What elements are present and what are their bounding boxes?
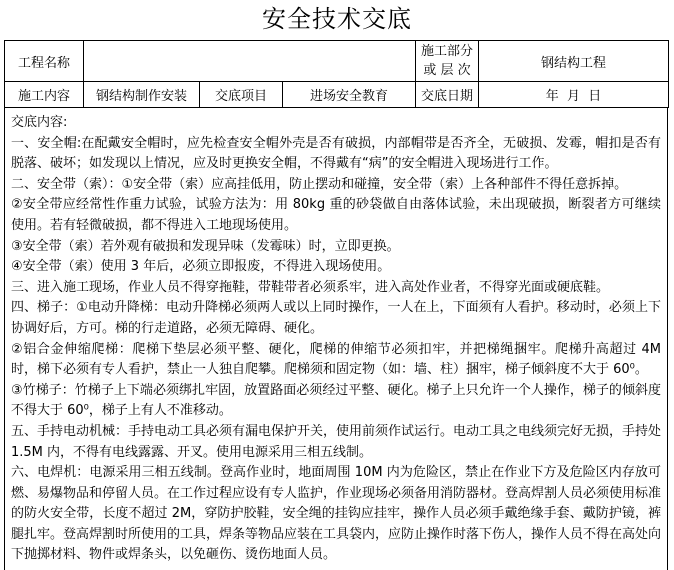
project-name-label: 工程名称 <box>5 41 84 82</box>
paragraph-ladder-electric: 四、梯子：①电动升降梯：电动升降梯必须两人或以上同时操作，一人在上，下面须有人看护。移动时，必须上下协调好后，方可。梯的行走道路，必须无障碍、硬化。 <box>11 300 661 336</box>
info-row-project <box>5 41 669 82</box>
paragraph-power-tools: 五、手持电动机械：手持电动工具必须有漏电保护开关，使用前须作试运行。电动工具之电线须完好无损，手持处 1.5M 内，不得有电线露露、开叉。使用电源采用三相五线制。 <box>11 423 662 460</box>
paragraph-welding: 六、电焊机：电源采用三相五线制。登高作业时，地面周围 10M 内为危险区，禁止在作业下方及危险区内存放可燃、易爆物品和停留人员。在工作过程应设有专人监护，作业现场必须备用消防器材。登高焊割人员必须使用标准的防火安全带，长度不超过 2M，穿防护胶鞋，安全绳的挂钩应挂牢，操作人员必须手戴绝缘手套、戴防护镜，裤腿扎牢。登高焊割时所使用的工具，焊条等物品应装在工具袋内，应防止操作时落下伤人，操作人员不得在高处向下抛掷材料、物件或焊条头，以免砸伤、烫伤地面人员。 <box>11 465 662 563</box>
paragraph-ladder-aluminum: ②铝合金伸缩爬梯：爬梯下垫层必须平整、硬化，爬梯的伸缩节必须扣牢，并把梯绳捆牢。爬梯升高超过 4M 时，梯下必须有专人看护，禁止一人独自爬攀。爬梯须和固定物（如：墙、柱）捆牢，梯子倾斜度不大于 60⁰。 <box>11 341 661 378</box>
construction-part-label-line1: 施工部分 <box>421 44 474 59</box>
document-title: 安全技术交底 <box>262 5 412 33</box>
paragraph-belt-2: ②安全带应经常性作重力试验，试验方法为：用 80kg 重的砂袋做自由落体试验，未出现破损，断裂者方可继续使用。若有轻微破损，都不得进入工地现场使用。 <box>11 197 661 233</box>
construction-content-value: 钢结构制作安装 <box>84 82 200 108</box>
construction-content-label: 施工内容 <box>5 82 84 108</box>
info-table <box>4 40 669 108</box>
disclosure-date-value: 年 月 日 <box>479 82 669 108</box>
disclosure-date-label: 交底日期 <box>416 82 479 108</box>
paragraph-belt-3: ③安全带（索）若外观有破损和发现异味（发霉味）时，立即更换。 <box>11 238 400 254</box>
paragraph-belt-1: 二、安全带（索）：①安全带（索）应高挂低用，防止摆动和碰撞，安全带（索）上各种部件不得任意拆掉。 <box>11 176 628 192</box>
content-label: 交底内容: <box>11 115 68 130</box>
disclosure-content <box>4 108 668 570</box>
info-row-content <box>5 82 669 108</box>
construction-part-label <box>416 41 479 82</box>
construction-part-value: 钢结构工程 <box>479 41 669 82</box>
paragraph-belt-4: ④安全带（索）使用 3 年后，必须立即报废，不得进入现场使用。 <box>11 259 391 275</box>
disclosure-item-value: 进场安全教育 <box>283 82 416 108</box>
paragraph-footwear: 三、进入施工现场，作业人员不得穿拖鞋，带鞋带者必须系牢，进入高处作业者，不得穿光面或硬底鞋。 <box>11 279 610 295</box>
construction-part-label-line2: 或 层 次 <box>423 63 471 78</box>
project-name-value <box>84 41 416 82</box>
paragraph-ladder-bamboo: ③竹梯子：竹梯子上下端必须绑扎牢固，放置路面必须经过平整、硬化。梯子上只允许一个人操作，梯子的倾斜度不得大于 60⁰，梯子上有人不准移动。 <box>11 382 661 419</box>
paragraph-helmet: 一、安全帽:在配戴安全帽时，应先检查安全帽外壳是否有破损，内部帽带是否齐全，无破损、发霉，帽扣是否有脱落、破坏；如发现以上情况，应及时更换安全帽，不得戴有“病”的安全帽进入现场进行工作。 <box>11 135 661 172</box>
disclosure-item-label: 交底项目 <box>200 82 283 108</box>
